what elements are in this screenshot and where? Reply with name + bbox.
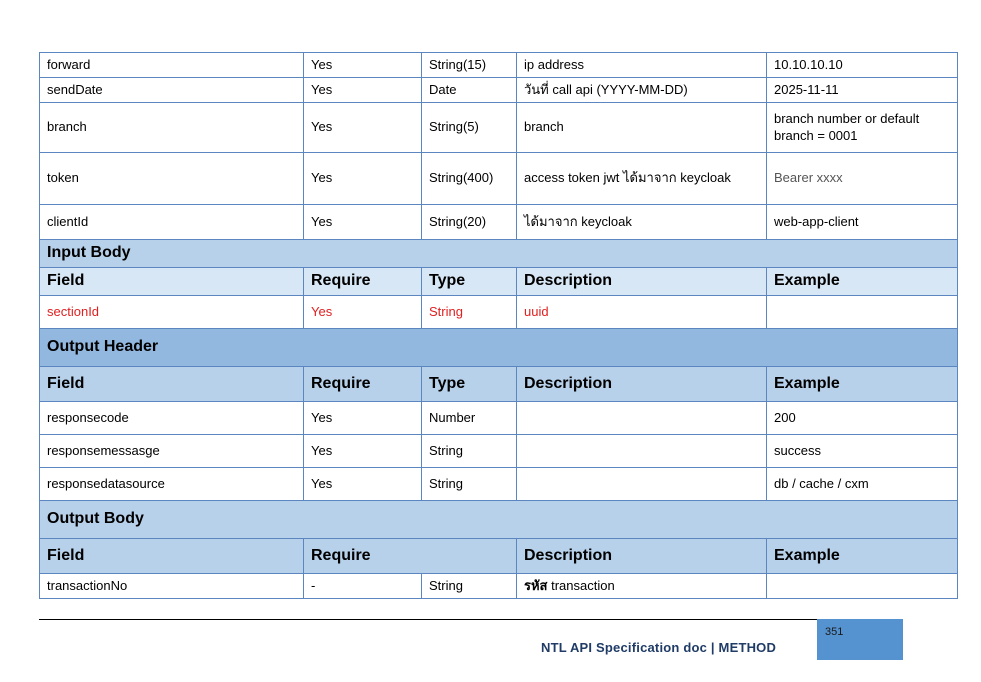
header-example: Example	[767, 539, 958, 574]
cell-field: branch	[40, 103, 304, 153]
cell-type: String	[422, 296, 517, 329]
header-field: Field	[40, 268, 304, 296]
section-heading-input-body	[40, 240, 958, 268]
cell-example: branch number or default branch = 0001	[767, 103, 958, 153]
footer-title: NTL API Specification doc | METHOD	[541, 640, 777, 655]
cell-description: access token jwt ได้มาจาก keycloak	[517, 153, 767, 205]
cell-field: sendDate	[40, 78, 304, 103]
cell-example: 10.10.10.10	[767, 53, 958, 78]
cell-description	[517, 468, 767, 501]
header-example: Example	[767, 268, 958, 296]
header-description: Description	[517, 367, 767, 402]
cell-description	[517, 402, 767, 435]
header-require: Require	[304, 268, 422, 296]
header-field: Field	[40, 539, 304, 574]
cell-example: Bearer xxxx	[767, 153, 958, 205]
cell-require: Yes	[304, 296, 422, 329]
cell-type: Number	[422, 402, 517, 435]
column-header-row	[40, 367, 958, 402]
header-type: Type	[422, 367, 517, 402]
cell-require: -	[304, 574, 422, 599]
page-number: 351	[825, 626, 844, 638]
cell-description	[517, 574, 767, 599]
cell-require: Yes	[304, 402, 422, 435]
cell-require: Yes	[304, 153, 422, 205]
cell-type: String(5)	[422, 103, 517, 153]
cell-field: forward	[40, 53, 304, 78]
cell-require: Yes	[304, 53, 422, 78]
table-row	[40, 205, 958, 240]
cell-type: Date	[422, 78, 517, 103]
section-heading-output-body	[40, 501, 958, 539]
cell-type: String(400)	[422, 153, 517, 205]
header-description: Description	[517, 539, 767, 574]
header-description: Description	[517, 268, 767, 296]
cell-require: Yes	[304, 468, 422, 501]
cell-type: String	[422, 468, 517, 501]
cell-example: 200	[767, 402, 958, 435]
description-bold: รหัส	[524, 577, 548, 593]
cell-field: responsedatasource	[40, 468, 304, 501]
cell-example: success	[767, 435, 958, 468]
cell-field: responsemessasge	[40, 435, 304, 468]
page-number-box	[817, 619, 903, 660]
column-header-row	[40, 539, 958, 574]
cell-require: Yes	[304, 435, 422, 468]
cell-example: web-app-client	[767, 205, 958, 240]
table-row	[40, 78, 958, 103]
table-row	[40, 468, 958, 501]
cell-require: Yes	[304, 78, 422, 103]
cell-type: String(15)	[422, 53, 517, 78]
header-type: Type	[422, 268, 517, 296]
cell-example	[767, 574, 958, 599]
cell-type: String(20)	[422, 205, 517, 240]
cell-description	[517, 435, 767, 468]
table-row	[40, 574, 958, 599]
table-row	[40, 296, 958, 329]
section-title: Output Body	[40, 501, 958, 539]
cell-require: Yes	[304, 205, 422, 240]
cell-example: db / cache / cxm	[767, 468, 958, 501]
cell-description: วันที่ call api (YYYY-MM-DD)	[517, 78, 767, 103]
cell-field: token	[40, 153, 304, 205]
section-heading-output-header	[40, 329, 958, 367]
cell-field: responsecode	[40, 402, 304, 435]
cell-require: Yes	[304, 103, 422, 153]
column-header-row	[40, 268, 958, 296]
cell-description: branch	[517, 103, 767, 153]
table-row	[40, 103, 958, 153]
header-require: Require	[304, 367, 422, 402]
header-field: Field	[40, 367, 304, 402]
description-rest: transaction	[547, 577, 615, 593]
footer-divider	[39, 619, 817, 620]
api-spec-table	[39, 52, 958, 599]
table-row	[40, 402, 958, 435]
cell-example: 2025-11-11	[767, 78, 958, 103]
table-row	[40, 53, 958, 78]
cell-description: ip address	[517, 53, 767, 78]
header-example: Example	[767, 367, 958, 402]
section-title: Input Body	[40, 240, 958, 268]
cell-type: String	[422, 574, 517, 599]
header-require: Require	[304, 539, 517, 574]
table-row	[40, 153, 958, 205]
section-title: Output Header	[40, 329, 958, 367]
cell-example	[767, 296, 958, 329]
cell-field: clientId	[40, 205, 304, 240]
cell-description: ได้มาจาก keycloak	[517, 205, 767, 240]
cell-field: transactionNo	[40, 574, 304, 599]
table-row	[40, 435, 958, 468]
cell-type: String	[422, 435, 517, 468]
cell-field: sectionId	[40, 296, 304, 329]
cell-description: uuid	[517, 296, 767, 329]
